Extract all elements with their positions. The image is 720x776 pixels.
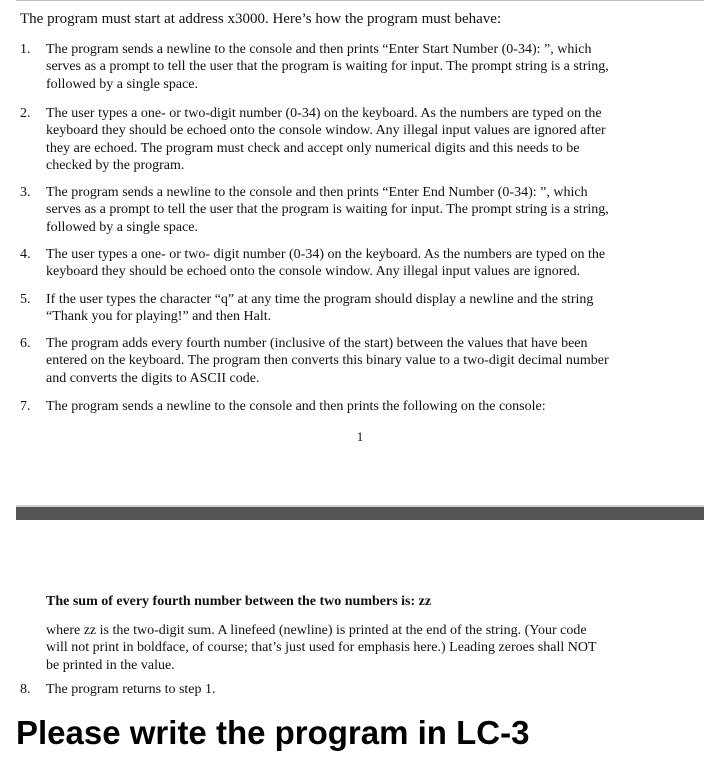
instructions-panel <box>16 0 704 506</box>
step-line: they are echoed. The program must check and accept only numerical digits and this needs to be <box>46 140 580 156</box>
step-item <box>16 335 704 387</box>
intro-text: The program must start at address x3000. Here’s how the program must behave: <box>20 11 502 27</box>
console-output-example: The sum of every fourth number between the two numbers is: zz <box>46 594 432 609</box>
step-text <box>46 291 686 326</box>
step-line: The program sends a newline to the console and then prints “Enter Start Number (0-34): ”, which <box>46 42 592 57</box>
step-number: 3. <box>20 185 31 200</box>
step-item <box>16 398 704 415</box>
step-number: 5. <box>20 292 31 307</box>
step-item <box>16 105 704 175</box>
step-number: 8. <box>20 682 31 697</box>
console-marker: 1 <box>356 429 364 444</box>
step-line: If the user types the character “q” at any time the program should display a newline and the string <box>46 292 594 307</box>
explanation-line: be printed in the value. <box>46 657 175 673</box>
step-item <box>16 184 704 236</box>
step-text <box>46 335 686 387</box>
step-number: 6. <box>20 336 31 351</box>
step-line: keyboard they should be echoed onto the console window. Any illegal input values are ignored. <box>46 264 581 280</box>
step-number: 1. <box>20 42 31 57</box>
step-text <box>46 41 686 93</box>
step-item <box>16 246 704 281</box>
step-text: The program returns to step 1. <box>46 682 216 697</box>
step-number: 2. <box>20 106 31 121</box>
step-text <box>46 398 686 415</box>
step-line: checked by the program. <box>46 158 185 174</box>
explanation-line: will not print in boldface, of course; that’s just used for emphasis here.) Leading zeroes shall NOT <box>46 640 597 656</box>
step-text <box>46 246 686 281</box>
step-line: serves as a prompt to tell the user that the program is waiting for input. The prompt string is a string, <box>46 202 609 218</box>
step-line: The program adds every fourth number (inclusive of the start) between the values that have been <box>46 336 588 351</box>
step-line: followed by a single space. <box>46 219 199 235</box>
step-number: 7. <box>20 399 31 414</box>
question-prompt: Please write the program in LC-3 <box>16 714 530 751</box>
step-item <box>16 291 704 326</box>
step-number: 4. <box>20 247 31 262</box>
step-line: “Thank you for playing!” and then Halt. <box>46 309 272 325</box>
instructions-continued <box>16 520 704 710</box>
step-line: The program sends a newline to the console and then prints the following on the console: <box>46 399 546 414</box>
step-line: The user types a one- or two- digit number (0-34) on the keyboard. As the numbers are typed on the <box>46 247 606 262</box>
step-text <box>46 105 686 175</box>
step-line: The user types a one- or two-digit number (0-34) on the keyboard. As the numbers are typed on the <box>46 106 602 121</box>
step-text <box>46 184 686 236</box>
step-line: keyboard they should be echoed onto the console window. Any illegal input values are ignored after <box>46 123 606 139</box>
explanation-text <box>46 622 597 674</box>
step-line: The program sends a newline to the console and then prints “Enter End Number (0-34): ”, which <box>46 185 588 200</box>
explanation-line: where zz is the two-digit sum. A linefeed (newline) is printed at the end of the string. (Your code <box>46 623 587 638</box>
step-line: followed by a single space. <box>46 76 199 92</box>
step-line: entered on the keyboard. The program then converts this binary value to a two-digit decimal number <box>46 353 609 369</box>
step-line: serves as a prompt to tell the user that the program is waiting for input. The prompt string is a string, <box>46 59 609 75</box>
step-item <box>16 41 704 93</box>
page-divider <box>16 507 704 520</box>
step-line: and converts the digits to ASCII code. <box>46 370 260 386</box>
step-item <box>16 682 704 698</box>
